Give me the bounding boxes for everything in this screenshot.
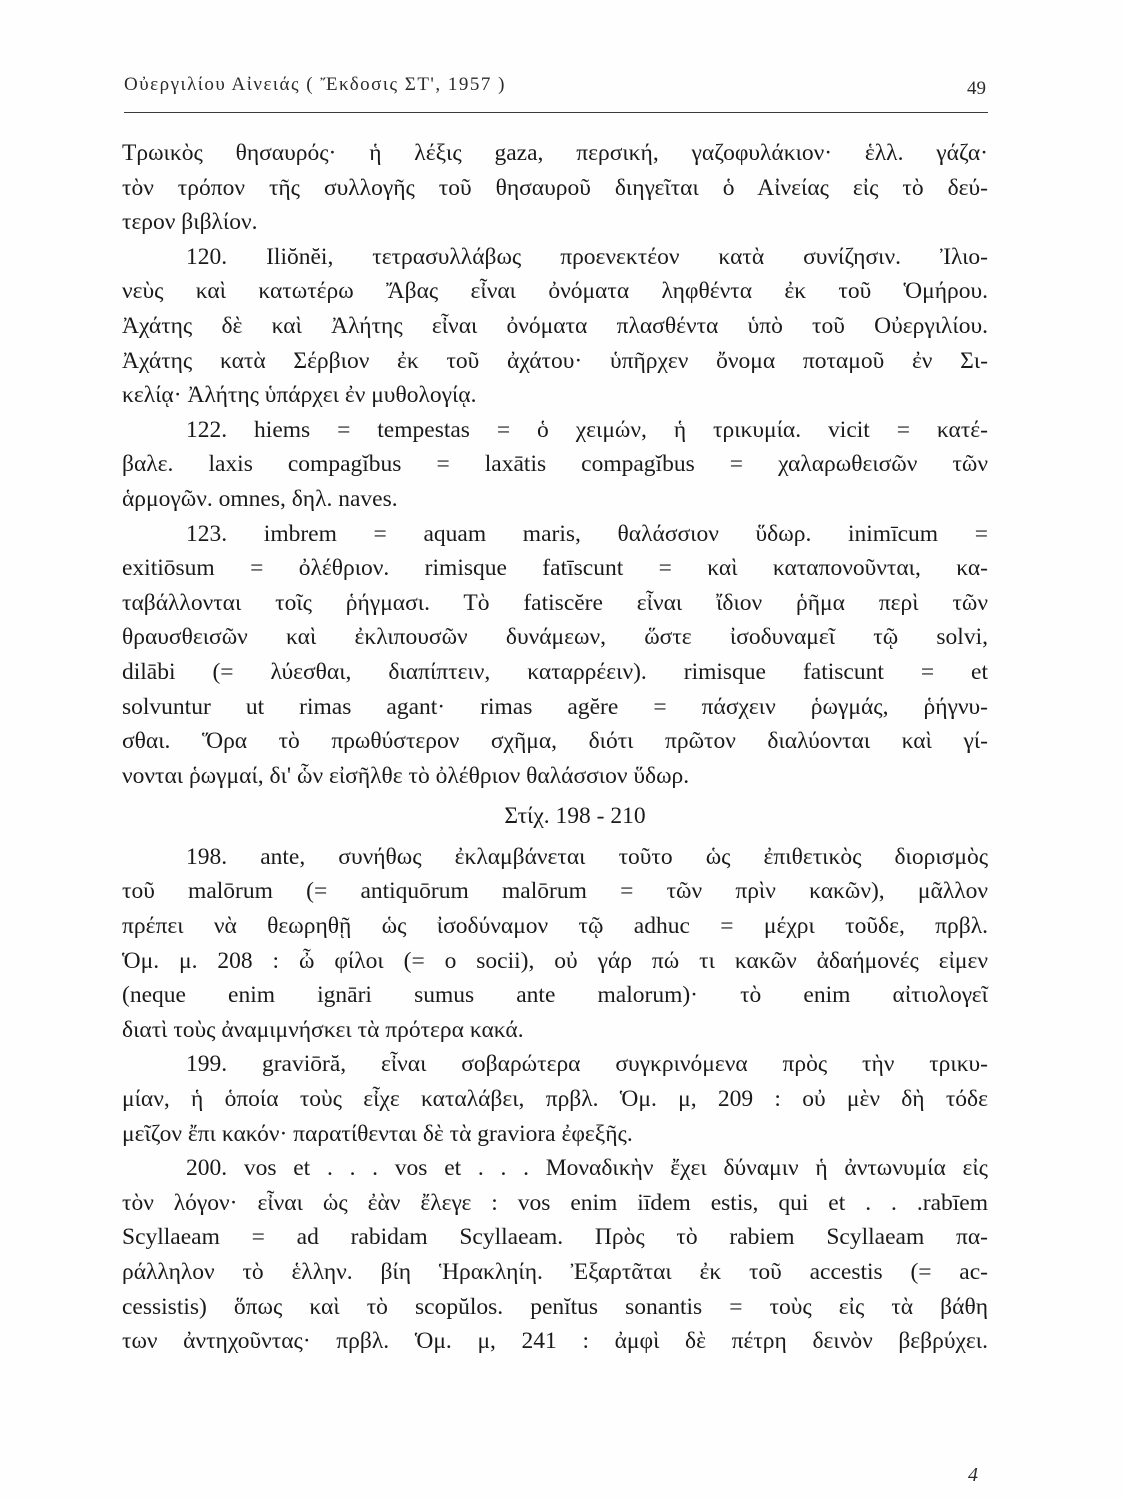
text-line: μίαν, ἡ ὁποία τοὺς εἶχε καταλάβει, πρβλ. Ὁμ. μ, 209 : οὐ μὲν δὴ τόδε [122,1086,988,1113]
running-header [124,74,988,104]
text-line: exitiōsum = ὀλέθριον. rimisque fatīscunt = καὶ καταπονοῦνται, κα- [122,555,988,582]
signature-mark: 4 [968,1464,978,1486]
text-line: των ἀντηχοῦντας· πρβλ. Ὁμ. μ, 241 : ἀμφὶ δὲ πέτρη δεινὸν βεβρύχει. [122,1328,988,1355]
text-line: Ὁμ. μ. 208 : ὦ φίλοι (= o socii), οὐ γάρ πώ τι κακῶν ἀδαήμονές εἰμεν [122,947,988,974]
running-title: Οὐεργιλίου Αἰνειάς ( Ἔκδοσις ΣΤ', 1957 ) [124,74,506,95]
note-120-line: 120. Iliŏnĕi, τετρασυλλάβως προενεκτέον κατὰ συνίζησιν. Ἰλιο- [186,243,988,270]
text-line: σθαι. Ὅρα τὸ πρωθύστερον σχῆμα, διότι πρῶτον διαλύονται καὶ γί- [122,728,988,755]
text-line: cessistis) ὅπως καὶ τὸ scopŭlos. penĭtus sonantis = τοὺς εἰς τὰ βάθη [122,1293,988,1320]
text-line: βαλε. laxis compagĭbus = laxātis compagĭbus = χαλαρωθεισῶν τῶν [122,451,988,478]
text-line: τὸν λόγον· εἶναι ὡς ἐὰν ἔλεγε : vos enim iīdem estis, qui et . . .rabīem [122,1189,988,1216]
note-200-line: 200. vos et . . . vos et . . . Μοναδικὴν ἔχει δύναμιν ἡ ἀντωνυμία εἰς [186,1155,988,1182]
text-line: ράλληλον τὸ ἑλλην. βίη Ἡρακληίη. Ἐξαρτᾶται ἐκ τοῦ accestis (= ac- [122,1259,988,1285]
text-line: (neque enim ignāri sumus ante malorum)· τὸ enim αἰτιολογεῖ [122,982,988,1009]
text-line: τὸν τρόπον τῆς συλλογῆς τοῦ θησαυροῦ διηγεῖται ὁ Αἰνείας εἰς τὸ δεύ- [122,174,988,201]
text-line: κελίᾳ· Ἀλήτης ὑπάρχει ἐν μυθολογίᾳ. [122,382,477,409]
note-199-line: 199. graviōră, εἶναι σοβαρώτερα συγκρινόμενα πρὸς τὴν τρικυ- [186,1051,988,1078]
text-line: θραυσθεισῶν καὶ ἐκλιπουσῶν δυνάμεων, ὥστε ἰσοδυναμεῖ τῷ solvi, [122,624,988,651]
text-line: νεὺς καὶ κατωτέρω Ἄβας εἶναι ὀνόματα ληφθέντα ἐκ τοῦ Ὁμήρου. [122,278,988,305]
text-line: ἁρμογῶν. omnes, δηλ. naves. [122,485,398,512]
header-rule [124,112,988,113]
text-line: τοῦ malōrum (= antiquōrum malōrum = τῶν πρὶν κακῶν), μᾶλλον [122,878,988,905]
text-line: τερον βιβλίον. [122,209,258,236]
text-line: νονται ῥωγμαί, δι' ὧν εἰσῆλθε τὸ ὀλέθριον θαλάσσιον ὕδωρ. [122,762,690,789]
text-line: μεῖζον ἔπι κακόν· παρατίθενται δὲ τὰ graviora ἐφεξῆς. [122,1120,633,1147]
text-line: Τρωικὸς θησαυρός· ἡ λέξις gaza, περσική, γαζοφυλάκιον· ἑλλ. γάζα· [122,140,988,166]
text-line: Scyllaeam = ad rabidam Scyllaeam. Πρὸς τὸ rabiem Scyllaeam πα- [122,1224,988,1251]
section-heading: Στίχ. 198 - 210 [504,803,646,830]
text-line: ταβάλλονται τοῖς ῥήγμασι. Τὸ fatiscĕre εἶναι ἴδιον ῥῆμα περὶ τῶν [122,589,988,616]
note-123-line: 123. imbrem = aquam maris, θαλάσσιον ὕδωρ. inimīcum = [186,520,988,547]
note-198-line: 198. ante, συνήθως ἐκλαμβάνεται τοῦτο ὡς ἐπιθετικὸς διορισμὸς [186,843,988,870]
commentary-text [122,136,988,1359]
note-122-line: 122. hiems = tempestas = ὁ χειμών, ἡ τρικυμία. vicit = κατέ- [186,416,988,443]
page-number: 49 [967,78,986,99]
text-line: Ἀχάτης δὲ καὶ Ἀλήτης εἶναι ὀνόματα πλασθέντα ὑπὸ τοῦ Οὐεργιλίου. [122,312,988,339]
text-line: dilābi (= λύεσθαι, διαπίπτειν, καταρρέειν). rimisque fatiscunt = et [122,658,988,685]
text-line: πρέπει νὰ θεωρηθῇ ὡς ἰσοδύναμον τῷ adhuc = μέχρι τοῦδε, πρβλ. [122,913,988,940]
text-line: Ἀχάτης κατὰ Σέρβιον ἐκ τοῦ ἀχάτου· ὑπῆρχεν ὄνομα ποταμοῦ ἐν Σι- [122,347,988,374]
text-line: διατὶ τοὺς ἀναμιμνήσκει τὰ πρότερα κακά. [122,1016,524,1043]
text-line: solvuntur ut rimas agant· rimas agĕre = πάσχειν ῥωγμάς, ῥήγνυ- [122,693,988,720]
